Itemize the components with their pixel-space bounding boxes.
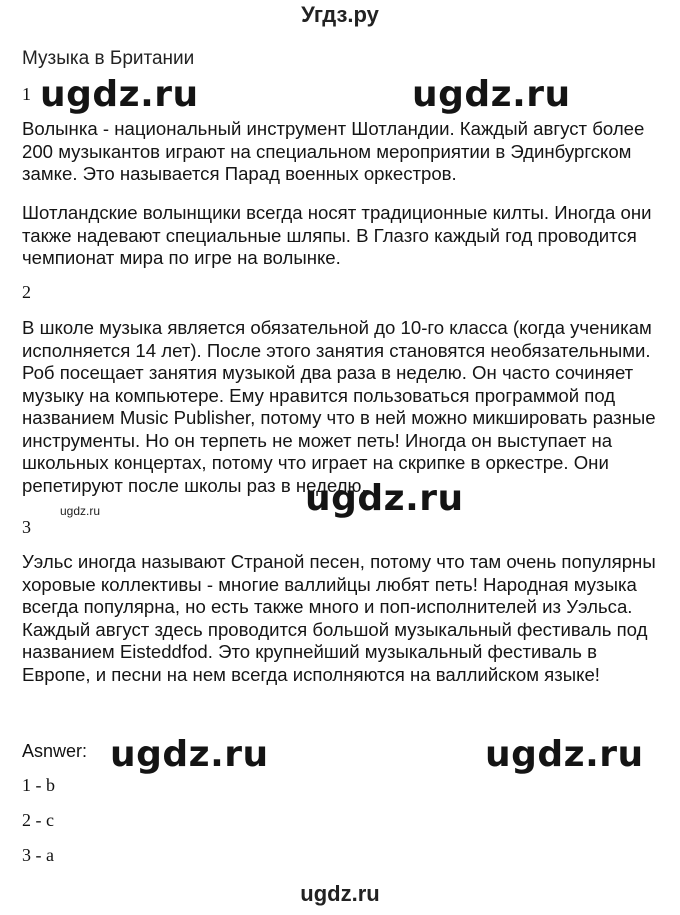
section-1-paragraph-1: Волынка - национальный инструмент Шотландии. Каждый август более 200 музыкантов играют на специальном мероприятии в Эдинбургском замке. Это называется Парад военных оркестров. [22, 118, 645, 184]
answer-label: Asnwer: [22, 741, 88, 761]
section-number-2: 2 [22, 282, 31, 302]
section-2-paragraph-1: В школе музыка является обязательной до 10-го класса (когда ученикам исполняется 14 лет). После этого занятия становятся необязательными. Роб посещает занятия музыкой два раза в неделю. Он часто сочиняет музыку на компьютере. Ему нравится пользоваться программой под названием Music Publisher, потому что в ней можно микшировать разные инструменты. Но он терпеть не может петь! Иногда он выступает на школьных концертах, потому что играет на скрипке в оркестре. Они репетируют после школы раз в неделю. [22, 317, 656, 496]
answer-item-3: 3 - a [22, 845, 54, 865]
watermark-logo: ugdz.ru [412, 74, 571, 115]
answer-item-1: 1 - b [22, 775, 55, 795]
watermark-logo: ugdz.ru [485, 734, 644, 775]
document-title: Музыка в Британии [22, 48, 195, 69]
watermark-footer: ugdz.ru [300, 881, 380, 906]
site-header-title: Угдз.ру [301, 2, 379, 27]
watermark-small: ugdz.ru [60, 504, 101, 518]
section-number-1: 1 [22, 84, 31, 104]
answer-item-2: 2 - c [22, 810, 54, 830]
section-3-paragraph-1: Уэльс иногда называют Страной песен, потому что там очень популярны хоровые коллективы - многие валлийцы любят петь! Народная музыка всегда популярна, но есть также много и поп-исполнителей из Уэльса. Каждый август здесь проводится большой музыкальный фестиваль под названием Eisteddfod. Это крупнейший музыкальный фестиваль в Европе, и песни на нем всегда исполняются на валлийском языке! [22, 551, 656, 685]
watermark-logo: ugdz.ru [305, 478, 464, 519]
section-number-3: 3 [22, 517, 31, 537]
watermark-logo: ugdz.ru [40, 74, 199, 115]
section-1-paragraph-2: Шотландские волынщики всегда носят традиционные килты. Иногда они также надевают специальные шляпы. В Глазго каждый год проводится чемпионат мира по игре на волынке. [22, 202, 652, 268]
watermark-logo: ugdz.ru [110, 734, 269, 775]
